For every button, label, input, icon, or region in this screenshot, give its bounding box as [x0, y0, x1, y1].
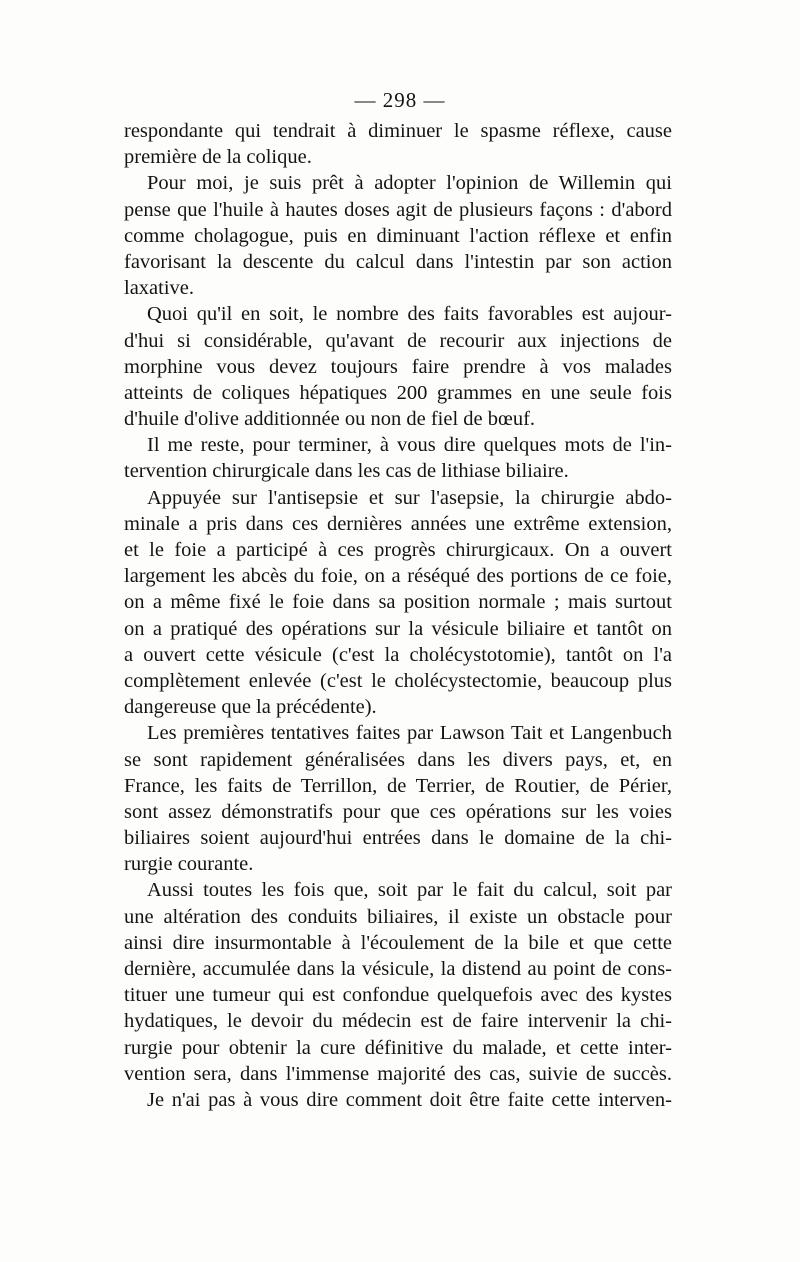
text-line: rurgie courante.	[124, 853, 254, 876]
text-line: morphine vous devez toujours faire prendre à vos malades	[124, 355, 672, 378]
text-line: complètement enlevée (c'est le cholécystectomie, beaucoup plus	[124, 669, 672, 692]
text-line: France, les faits de Terrillon, de Terrier, de Routier, de Périer,	[124, 774, 672, 797]
text-line: atteints de coliques hépatiques 200 grammes en une seule fois	[124, 381, 672, 404]
text-line: Aussi toutes les fois que, soit par le fait du calcul, soit par	[147, 879, 672, 902]
text-line: première de la colique.	[124, 146, 312, 169]
text-line: Appuyée sur l'antisepsie et sur l'asepsie, la chirurgie abdo-	[147, 486, 672, 509]
text-line: tervention chirurgicale dans les cas de lithiase biliaire.	[124, 460, 569, 483]
body-text	[124, 118, 672, 1113]
text-line: ainsi dire insurmontable à l'écoulement de la bile et que cette	[124, 931, 672, 954]
text-line: dangereuse que la précédente).	[124, 696, 377, 719]
text-line: et le foie a participé à ces progrès chirurgicaux. On a ouvert	[124, 539, 672, 561]
text-line: sont assez démonstratifs pour que ces opérations sur les voies	[124, 800, 672, 823]
text-line: Il me reste, pour terminer, à vous dire quelques mots de l'in-	[147, 434, 672, 457]
text-line: laxative.	[124, 277, 195, 300]
text-line: rurgie pour obtenir la cure définitive du malade, et cette inter-	[124, 1036, 672, 1059]
text-line: a ouvert cette vésicule (c'est la cholécystotomie), tantôt on l'a	[124, 643, 672, 666]
text-line: se sont rapidement généralisées dans les divers pays, et, en	[124, 748, 672, 771]
text-line: pense que l'huile à hautes doses agit de plusieurs façons : d'abord	[124, 198, 672, 221]
text-line: favorisant la descente du calcul dans l'intestin par son action	[124, 250, 672, 273]
page-number: — 298 —	[354, 88, 446, 112]
text-line: minale a pris dans ces dernières années une extrême extension,	[124, 512, 672, 535]
text-line: Les premières tentatives faites par Lawson Tait et Langenbuch	[147, 722, 672, 745]
text-line: biliaires soient aujourd'hui entrées dans le domaine de la chi-	[124, 827, 672, 850]
text-line: comme cholagogue, puis en diminuant l'action réflexe et enfin	[124, 224, 672, 247]
text-line: Je n'ai pas à vous dire comment doit être faite cette interven-	[147, 1088, 672, 1111]
text-line: tituer une tumeur qui est confondue quelquefois avec des kystes	[124, 984, 672, 1007]
text-line: une altération des conduits biliaires, il existe un obstacle pour	[124, 905, 672, 928]
text-line: Quoi qu'il en soit, le nombre des faits favorables est aujour-	[147, 303, 672, 326]
text-line: largement les abcès du foie, on a réséqué des portions de ce foie,	[124, 565, 672, 588]
text-line: d'hui si considérable, qu'avant de recourir aux injections de	[124, 329, 672, 352]
text-line: hydatiques, le devoir du médecin est de faire intervenir la chi-	[124, 1010, 672, 1033]
text-line: respondante qui tendrait à diminuer le spasme réflexe, cause	[124, 120, 672, 142]
text-line: dernière, accumulée dans la vésicule, la distend au point de cons-	[124, 958, 672, 980]
text-line: Pour moi, je suis prêt à adopter l'opinion de Willemin qui	[147, 172, 672, 195]
text-line: on a pratiqué des opérations sur la vésicule biliaire et tantôt on	[124, 617, 672, 640]
text-line: on a même fixé le foie dans sa position normale ; mais surtout	[124, 591, 672, 614]
text-line: vention sera, dans l'immense majorité des cas, suivie de succès.	[124, 1062, 672, 1085]
text-line: d'huile d'olive additionnée ou non de fiel de bœuf.	[124, 408, 536, 431]
